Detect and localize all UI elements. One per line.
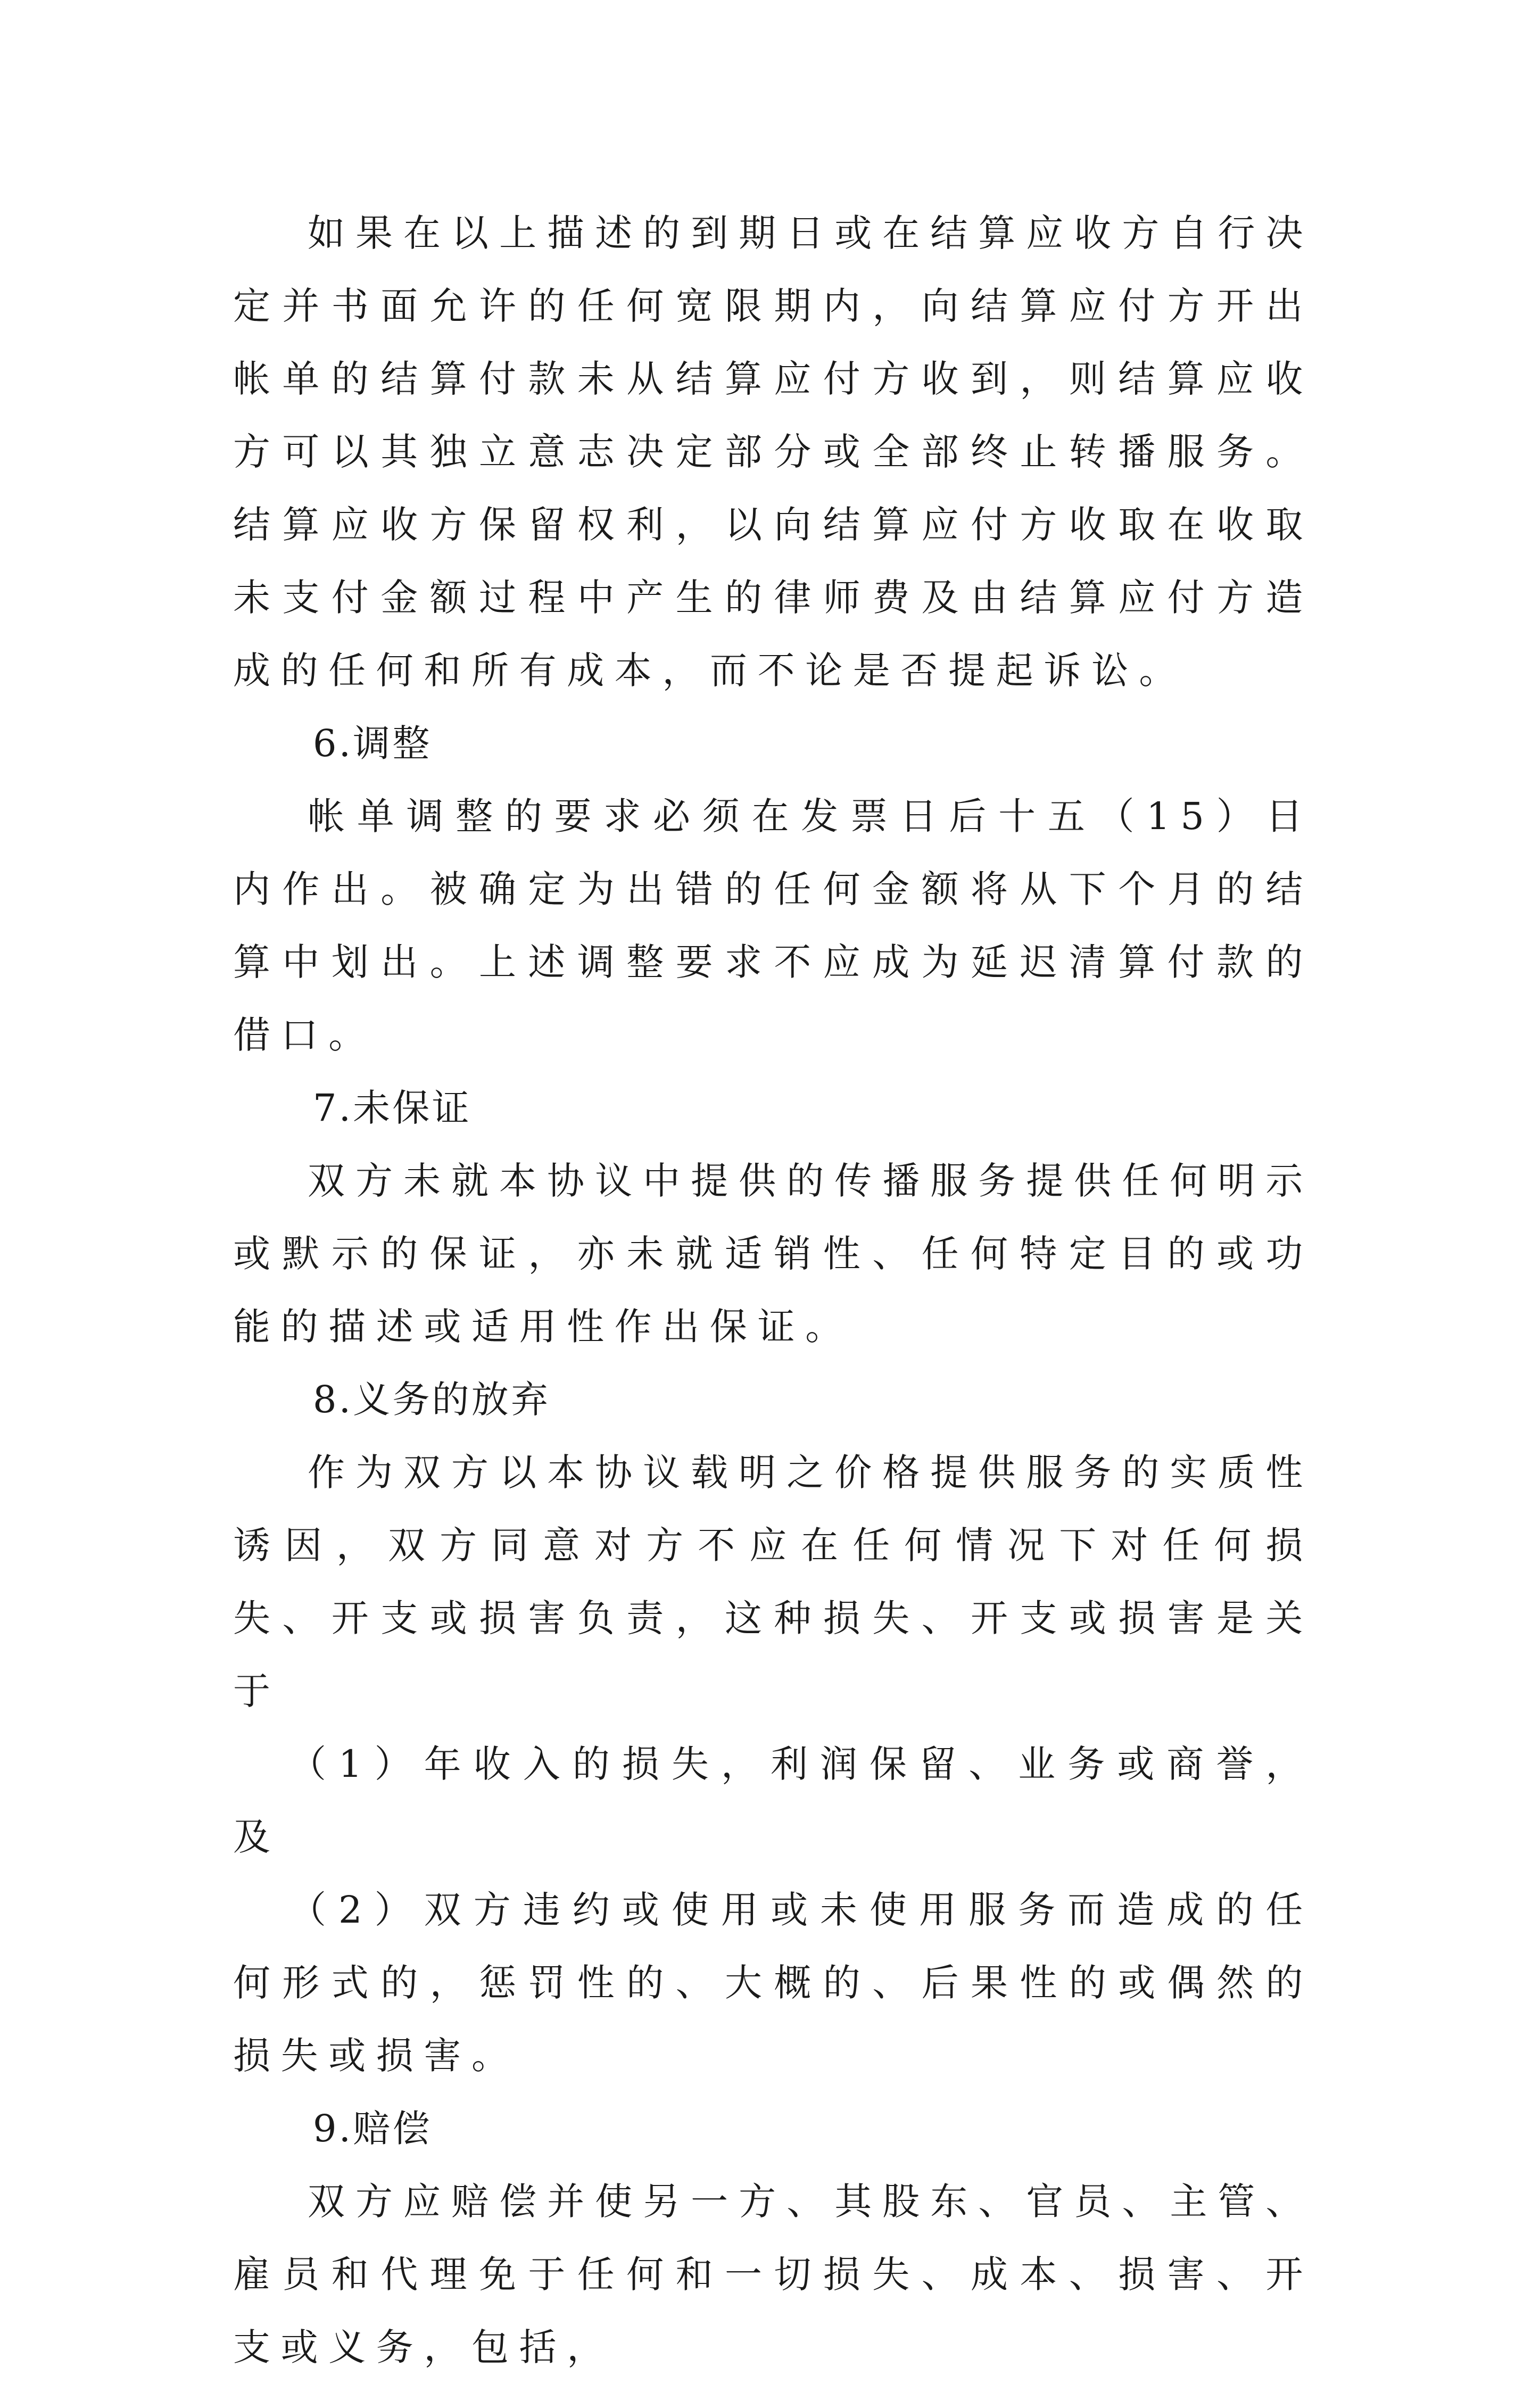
- paragraph-payment-default: 如果在以上描述的到期日或在结算应收方自行决定并书面允许的任何宽限期内，向结算应付方开出帐单的结算付款未从结算应付方收到，则结算应收方可以其独立意志决定部分或全部终止转播服务。结算应收方保留权利，以向结算应付方收取在收取未支付金额过程中产生的律师费及由结算应付方造成的任何和所有成本，而不论是否提起诉讼。: [233, 211, 1313, 692]
- section-heading-adjustment: 6.调整: [313, 722, 432, 765]
- list-item-waiver-2: （2）双方违约或使用或未使用服务而造成的任何形式的，惩罚性的、大概的、后果性的或偶然的损失或损害。: [233, 1888, 1313, 2077]
- section-heading-waiver: 8.义务的放弃: [313, 1378, 551, 1421]
- paragraph-adjustment: 帐单调整的要求必须在发票日后十五（15）日内作出。被确定为出错的任何金额将从下个月的结算中划出。上述调整要求不应成为延迟清算付款的借口。: [233, 794, 1313, 1057]
- paragraph-indemnity: 双方应赔偿并使另一方、其股东、官员、主管、雇员和代理免于任何和一切损失、成本、损害、开支或义务，包括，: [233, 2180, 1313, 2369]
- section-heading-indemnity: 9.赔偿: [313, 2107, 432, 2150]
- list-item-waiver-1: （1）年收入的损失，利润保留、业务或商誉，及: [233, 1742, 1313, 1859]
- paragraph-no-warranty: 双方未就本协议中提供的传播服务提供任何明示或默示的保证，亦未就适销性、任何特定目的或功能的描述或适用性作出保证。: [233, 1159, 1313, 1348]
- section-heading-no-warranty: 7.未保证: [313, 1086, 471, 1130]
- document-body: [233, 197, 1313, 2384]
- paragraph-waiver: 作为双方以本协议载明之价格提供服务的实质性诱因，双方同意对方不应在任何情况下对任何损失、开支或损害负责，这种损失、开支或损害是关于: [233, 1451, 1313, 1713]
